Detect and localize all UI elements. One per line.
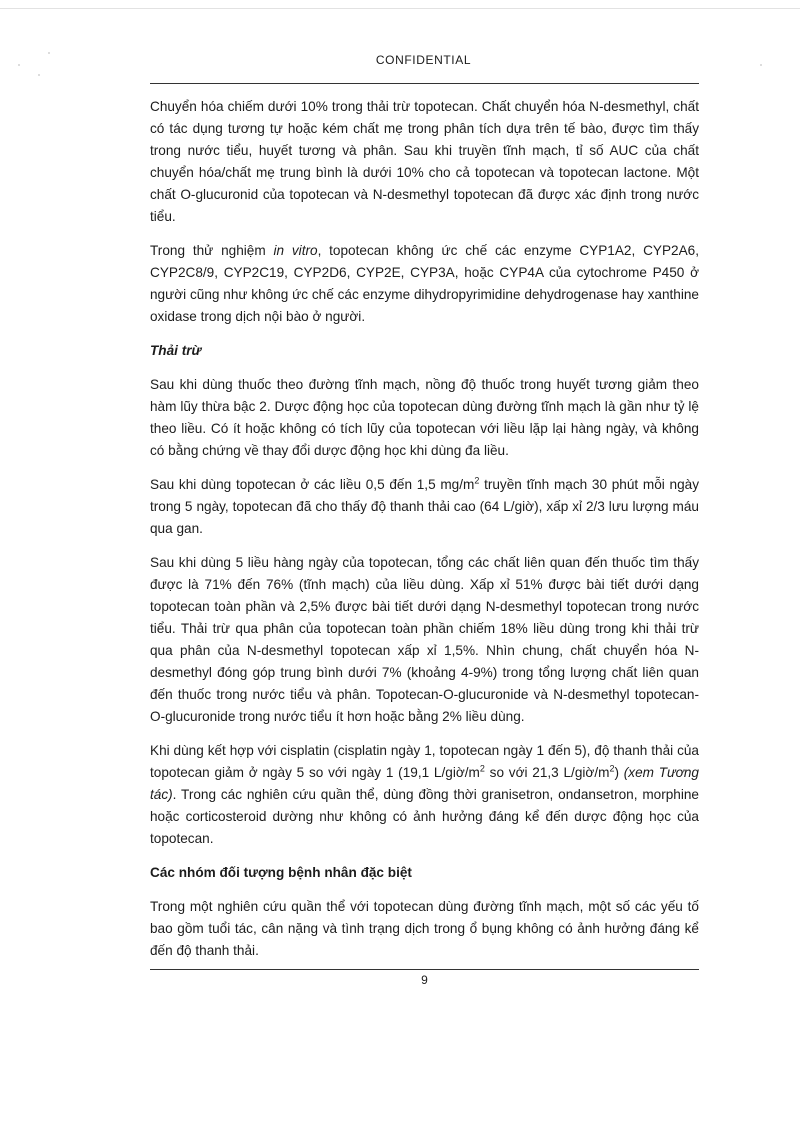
confidential-header: CONFIDENTIAL [375, 53, 472, 67]
section-heading-elimination: Thải trừ [150, 343, 202, 358]
header-rule [150, 83, 699, 84]
document-body [150, 96, 699, 974]
section-heading-special-populations: Các nhóm đối tượng bệnh nhân đặc biệt [150, 865, 412, 880]
paragraph-clearance: Sau khi dùng topotecan ở các liều 0,5 đến 1,5 $mg/m^2$ truyền tĩnh mạch 30 phút mỗi ngày trong 5 ngày, topotecan đã cho thấy độ thanh thải cao (64 L/giờ), xấp xỉ 2/3 lưu lượng máu qua gan. [150, 475, 700, 536]
scan-speck [38, 74, 40, 76]
paragraph-excretion: Sau khi dùng 5 liều hàng ngày của topotecan, tổng các chất liên quan đến thuốc tìm thấy được là 71% đến 76% (tĩnh mạch) của liều dùng. Xấp xỉ 51% được bài tiết dưới dạng topotecan toàn phần và 2,5% được bài tiết dưới dạng N-desmethyl topotecan trong nước tiểu. Thải trừ qua phân của topotecan toàn phần chiếm 18% liều dùng trong khi thải trừ qua phân của N-desmethyl topotecan xấp xỉ 1,5%. Nhìn chung, chất chuyển hóa N-desmethyl đóng góp trung bình dưới 7% (khoảng 4-9%) trong tổng lượng chất liên quan đến thuốc trong nước tiểu và phân. Topotecan-O-glucuronide và N-desmethyl topotecan-O-glucuronide trong nước tiểu ít hơn hoặc bằng 2% liều dùng. [150, 555, 699, 724]
scan-speck [48, 52, 50, 54]
scan-speck [18, 64, 20, 66]
page-number: 9 [421, 973, 428, 987]
paragraph-population-study: Trong một nghiên cứu quần thể với topotecan dùng đường tĩnh mạch, một số các yếu tố bao gồm tuổi tác, cân nặng và tình trạng dịch trong ổ bụng không có ảnh hưởng đáng kể đến độ thanh thải. [150, 899, 699, 958]
paragraph-cisplatin: Khi dùng kết hợp với cisplatin (cisplatin ngày 1, topotecan ngày 1 đến 5), độ thanh thải của topotecan giảm ở ngày 5 so với ngày 1 (19,1 $L/giờ/m^2$ so với 21,3 $L/giờ/m^2$) (xem Tương tác). Trong các nghiên cứu quần thể, dùng đồng thời granisetron, ondansetron, morphine hoặc corticosteroid dường như không có ảnh hưởng đáng kể đến dược động học của topotecan. [150, 743, 699, 846]
paragraph-metabolism: Chuyển hóa chiếm dưới 10% trong thải trừ topotecan. Chất chuyển hóa N-desmethyl, chất có tác dụng tương tự hoặc kém chất mẹ trong phân tích dựa trên tế bào, được tìm thấy trong nước tiểu, huyết tương và phân. Sau khi truyền tĩnh mạch, tỉ số AUC của chất chuyển hóa/chất mẹ trung bình là dưới 10% cho cả topotecan và topotecan lactone. Một chất O-glucuronid của topotecan và N-desmethyl topotecan đã được xác định trong nước tiểu. [150, 99, 699, 224]
paragraph-plasma-decline: Sau khi dùng thuốc theo đường tĩnh mạch, nồng độ thuốc trong huyết tương giảm theo hàm lũy thừa bậc 2. Dược động học của topotecan dùng đường tĩnh mạch là gần như tỷ lệ theo liều. Có ít hoặc không có tích lũy của topotecan với liều lặp lại hàng ngày, và không có bằng chứng về thay đổi dược động học khi dùng đa liều. [150, 377, 699, 458]
scan-speck [760, 64, 762, 66]
paragraph-in-vitro: Trong thử nghiệm in vitro, topotecan không ức chế các enzyme CYP1A2, CYP2A6, CYP2C8/9, CYP2C19, CYP2D6, CYP2E, CYP3A, hoặc CYP4A của cytochrome P450 ở người cũng như không ức chế các enzyme dihydropyrimidine dehydrogenase hay xanthine oxidase trong dịch nội bào ở người. [150, 243, 700, 324]
scan-edge-line [0, 8, 800, 9]
footer-rule [150, 969, 699, 970]
